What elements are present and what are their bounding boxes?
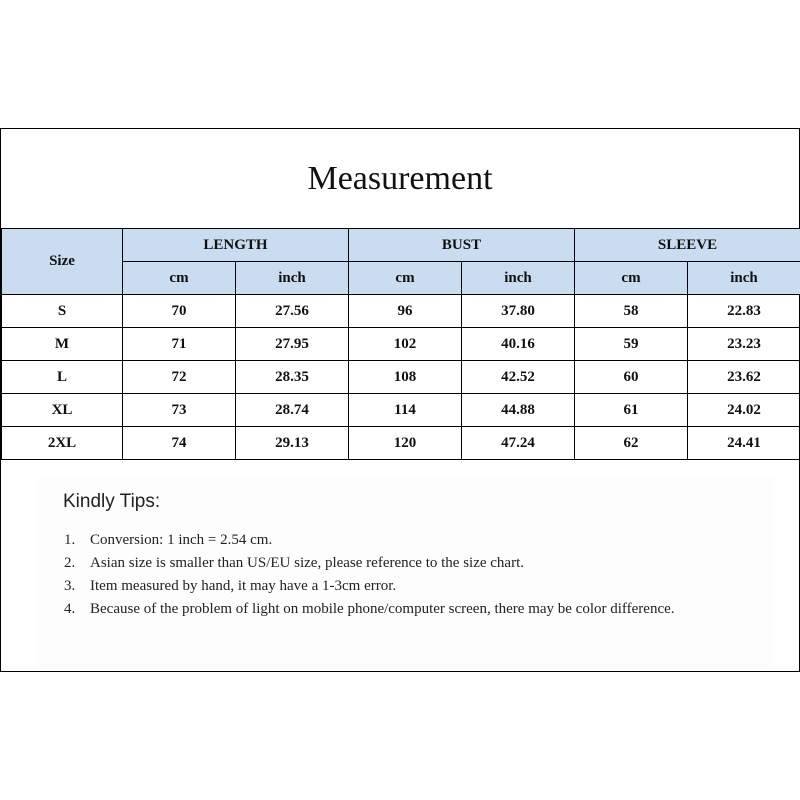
table-cell: 24.41: [688, 427, 800, 460]
size-cell: XL: [2, 394, 123, 427]
table-cell: 58: [575, 295, 688, 328]
table-cell: 59: [575, 328, 688, 361]
table-cell: 61: [575, 394, 688, 427]
table-cell: 70: [123, 295, 236, 328]
table-cell: 27.95: [236, 328, 349, 361]
list-item-text: Asian size is smaller than US/EU size, please reference to the size chart.: [90, 555, 524, 571]
list-item-number: 3.: [64, 578, 76, 594]
tips-box: [36, 477, 773, 667]
table-cell: 114: [349, 394, 462, 427]
unit-header: inch: [462, 262, 575, 295]
table-cell: 96: [349, 295, 462, 328]
table-cell: 40.16: [462, 328, 575, 361]
unit-header: inch: [236, 262, 349, 295]
size-cell: L: [2, 361, 123, 394]
list-item-text: Conversion: 1 inch = 2.54 cm.: [90, 532, 273, 548]
list-item: [64, 598, 704, 621]
table-cell: 29.13: [236, 427, 349, 460]
table-cell: 24.02: [688, 394, 800, 427]
list-item-text: Because of the problem of light on mobile phone/computer screen, there may be color difference.: [90, 601, 675, 617]
unit-header: inch: [688, 262, 800, 295]
table-cell: 22.83: [688, 295, 800, 328]
table-cell: 23.62: [688, 361, 800, 394]
measurement-panel: [0, 128, 800, 672]
list-item-text: Item measured by hand, it may have a 1-3cm error.: [90, 578, 397, 594]
table-cell: 27.56: [236, 295, 349, 328]
page-title: Measurement: [307, 159, 493, 197]
tips-title: Kindly Tips:: [63, 491, 161, 512]
table-cell: 28.35: [236, 361, 349, 394]
unit-header: cm: [123, 262, 236, 295]
table-row: [2, 328, 800, 361]
list-item: [64, 575, 704, 598]
table-cell: 28.74: [236, 394, 349, 427]
table-cell: 74: [123, 427, 236, 460]
unit-header: cm: [575, 262, 688, 295]
list-item-number: 4.: [64, 601, 76, 617]
group-header-bust: BUST: [349, 229, 575, 262]
list-item: [64, 529, 704, 552]
size-cell: S: [2, 295, 123, 328]
table-cell: 42.52: [462, 361, 575, 394]
list-item: [64, 552, 704, 575]
table-cell: 44.88: [462, 394, 575, 427]
table-cell: 71: [123, 328, 236, 361]
size-cell: 2XL: [2, 427, 123, 460]
table-cell: 72: [123, 361, 236, 394]
table-row: [2, 394, 800, 427]
table-cell: 23.23: [688, 328, 800, 361]
list-item-number: 2.: [64, 555, 76, 571]
tips-list: [64, 529, 704, 621]
table-cell: 120: [349, 427, 462, 460]
table-header-row: [2, 229, 800, 262]
table-cell: 73: [123, 394, 236, 427]
group-header-length: LENGTH: [123, 229, 349, 262]
size-table: [1, 228, 800, 460]
size-header: Size: [2, 229, 123, 295]
list-item-number: 1.: [64, 532, 76, 548]
table-row: [2, 427, 800, 460]
table-cell: 47.24: [462, 427, 575, 460]
table-cell: 60: [575, 361, 688, 394]
table-row: [2, 295, 800, 328]
table-row: [2, 361, 800, 394]
table-cell: 62: [575, 427, 688, 460]
unit-header: cm: [349, 262, 462, 295]
table-cell: 102: [349, 328, 462, 361]
size-cell: M: [2, 328, 123, 361]
group-header-sleeve: SLEEVE: [575, 229, 800, 262]
table-cell: 108: [349, 361, 462, 394]
table-cell: 37.80: [462, 295, 575, 328]
